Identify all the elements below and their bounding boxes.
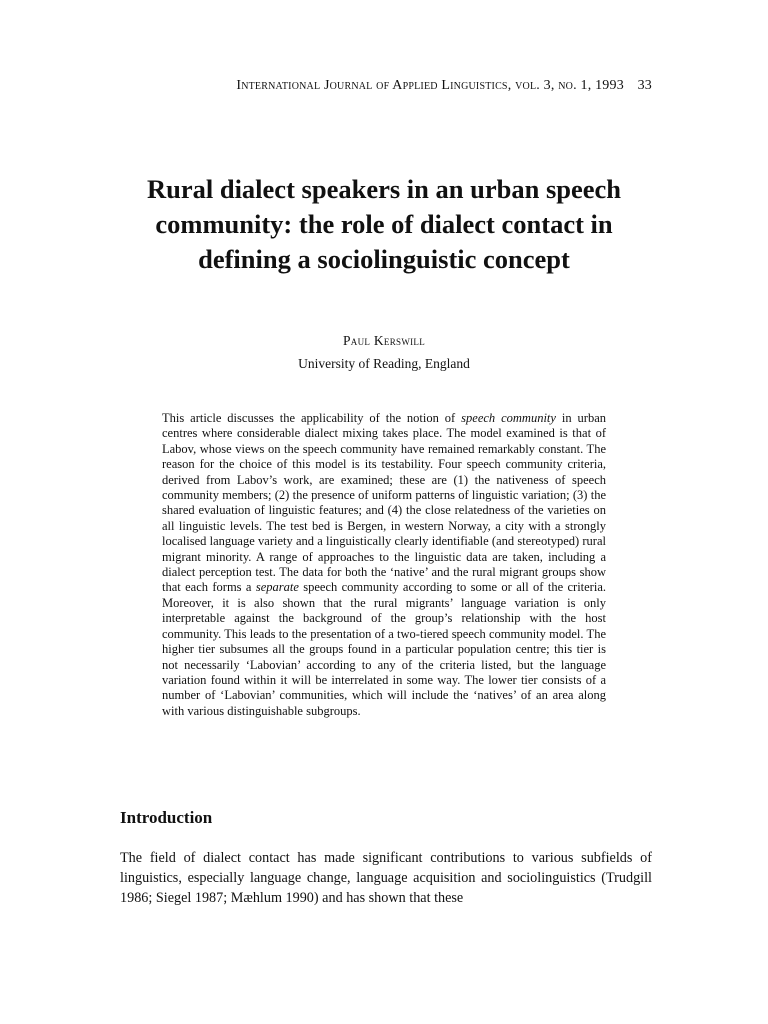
abstract-text-2: in urban centres where considerable dialect mixing takes place. The model examined is that of Labov, whose views on the speech community have remained remarkably constant. The reason for the choice of this model is its testability. Four speech community criteria, derived from Labov’s work, are examined; these are (1) the nativeness of speech community members; (2) the presence of uniform patterns of linguistic variation; (3) the shared evaluation of linguistic features; and (4) the close relatedness of the varieties on all linguistic levels. The test bed is Bergen, in western Norway, a city with a strongly localised language variety and a linguistically clearly identifiable (and stereotyped) rural migrant minority. A range of approaches to the linguistic data are taken, including a dialect perception test. The data for both the ‘native’ and the rural migrant groups show that each forms a [162,411,606,595]
abstract-text-3: speech community according to some or all of the criteria. Moreover, it is also shown that the rural migrants’ language variation is only interpretable against the background of the group’s relationship with the host community. This leads to the presentation of a two-tiered speech community model. The higher tier subsumes all the groups found in a particular population centre; this tier is not necessarily ‘Labovian’ according to any of the criteria listed, but the language variation found within it will be interrelated in some way. The lower tier consists of a number of ‘Labovian’ communities, which will include the ‘natives’ of an area along with various distinguishable subgroups. [162,580,606,718]
author-name: Paul Kerswill [342,333,426,348]
abstract [162,411,606,719]
abstract-emphasis-separate: separate [255,580,299,595]
introduction-paragraph: The field of dialect contact has made significant contributions to various subfields of linguistics, especially language change, language acquisition and sociolinguistics (Trudgill 1986; Siegel 1987; Mæhlum 1990) and has shown that these [120,850,652,906]
section-heading-introduction: Introduction [120,808,213,827]
abstract-text-1: This article discusses the applicability of the notion of [162,411,462,425]
page-number: 33 [637,78,652,93]
journal-citation: International Journal of Applied Linguistics, vol. 3, no. 1, 1993 [236,78,624,93]
abstract-emphasis-speech-community: speech community [461,411,556,425]
running-head [0,78,652,94]
article-title: Rural dialect speakers in an urban speech community: the role of dialect contact in defining a sociolinguistic concept [146,174,622,274]
author-affiliation: University of Reading, England [298,356,470,371]
